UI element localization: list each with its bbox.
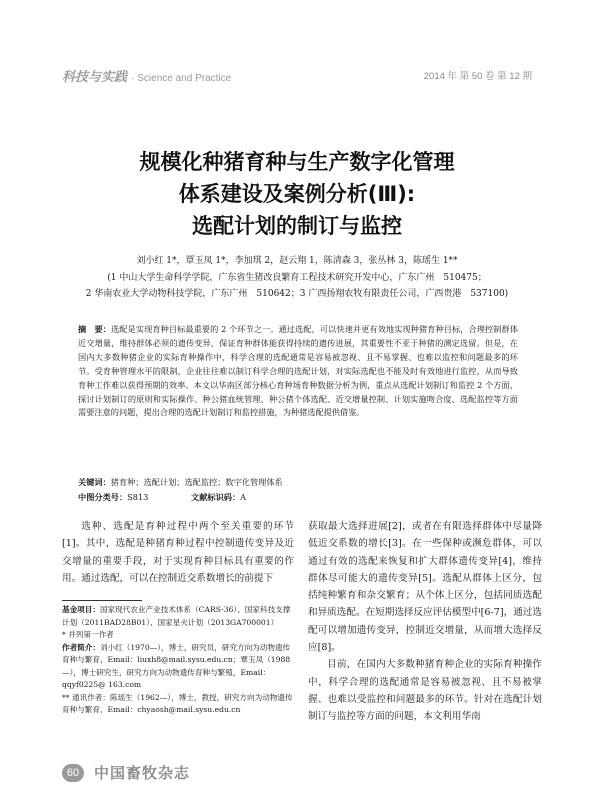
author-info-label: 作者简介： bbox=[62, 642, 100, 652]
title-line: 体系建设及案例分析(Ⅲ): bbox=[178, 182, 416, 206]
doc-code-value: A bbox=[240, 492, 247, 502]
section-name-en: · Science and Practice bbox=[131, 73, 232, 84]
keywords bbox=[78, 476, 518, 488]
affiliations bbox=[62, 270, 532, 302]
section-name: 科技与实践 bbox=[62, 70, 128, 85]
footnotes bbox=[62, 604, 294, 717]
body-paragraph: 目前，在国内大多数种猪育种企业的实际育种操作中，科学合理的选配通常是容易被忽视、且不易被掌握、也难以受监控和问题最多的环节。针对在选配计划制订与监控等方面的问题，本文利用华南 bbox=[308, 659, 542, 723]
author-list: 刘小红 1*，覃玉凤 1*，李加琪 2，赵云翔 1，陈清森 3，张丛林 3，陈瑶生 1** bbox=[136, 256, 458, 266]
body-column-left bbox=[62, 518, 294, 587]
fund-text: 国家现代农业产业技术体系（CARS-36）、国家科技支撑计划（2011BAD28B01）、国家星火计划（2013GA700001） bbox=[62, 605, 291, 627]
issue-info: 2014 年 第 50 卷 第 12 期 bbox=[423, 71, 532, 82]
fund-label: 基金项目： bbox=[62, 605, 100, 614]
title-line: 选配计划的制订与监控 bbox=[192, 214, 402, 238]
footnote-fund bbox=[62, 604, 294, 629]
footnote-cofirst: * 并列第一作者 bbox=[62, 630, 114, 639]
clc-value: S813 bbox=[127, 492, 149, 502]
journal-logo: 中国畜牧杂志 bbox=[94, 764, 191, 782]
running-header bbox=[62, 66, 231, 85]
title-line: 规模化种猪育种与生产数字化管理 bbox=[139, 150, 455, 174]
body-paragraph: 获取最大选择进展[2]，或者在有限选择群体中尽量降低近交系数的增长[3]。在一些保种或濒危群体，可以通过有效的选配来恢复和扩大群体遗传变异[4]，维持群体尽可能大的遗传变异[5]。选配从群体上区分，包括纯种繁育和杂交繁育；从个体上区分，包括同质选配和异质选配。在短期选择反应评估模型中[6-7]，通过选配可以增加遗传变异，控制近交增量，从而增大选择反应[8]。 bbox=[308, 521, 542, 654]
keywords-label: 关键词： bbox=[78, 477, 111, 487]
corresponding-label: ** 通讯作者： bbox=[62, 692, 110, 702]
footnote-corresponding bbox=[62, 692, 294, 717]
footnote-author bbox=[62, 642, 294, 692]
author-info-text: 刘小红（1970—），博士，研究员，研究方向为动物遗传育种与繁育，Email：liuxh8@mail.sysu.edu.cn；覃玉凤（1988—），博士研究生，研究方向为动物遗传育种与繁殖，Email：qqyf0225@ 163.com bbox=[62, 642, 291, 689]
page-number: 60 bbox=[62, 764, 84, 782]
affiliation-line: (1 中山大学生命科学学院，广东省生猪改良繁育工程技术研究开发中心，广东广州 510475； bbox=[107, 273, 487, 283]
keywords-text: 猪育种；选配计划；选配监控；数字化管理体系 bbox=[110, 477, 283, 487]
abstract bbox=[78, 323, 518, 420]
body-column-right bbox=[308, 518, 542, 726]
clc-label: 中图分类号： bbox=[78, 492, 128, 502]
body-paragraph: 选种、选配是育种过程中两个至关重要的环节[1]。其中，选配是种猪育种过程中控制遗传变异及近交增量的重要手段，对于实现育种目标具有重要的作用。通过选配，可以在控制近交系数增长的前提下 bbox=[62, 521, 294, 584]
affiliation-line: 2 华南农业大学动物科技学院，广东广州 510642；3 广西扬翔农牧有限责任公司，广西贵港 537100) bbox=[85, 289, 509, 299]
abstract-label: 摘 要： bbox=[78, 324, 112, 334]
doc-code-label: 文献标识码： bbox=[191, 492, 241, 502]
corresponding-text: 陈瑶生（1962—），博士，教授，研究方向为动物遗传育种与繁育，Email：chyaosh@mail.sysu.edu.cn bbox=[62, 692, 293, 714]
abstract-text: 选配是实现育种目标最重要的 2 个环节之一。通过选配，可以快速并更有效地实现种猪育种目标，合理控制群体近交增量，维持群体必须的遗传变异，保证育种群体能获得持续的遗传进展，其重要性不亚于种猪的测定选留。但是，在国内大多数种猪企业的实际育种操作中，科学合理的选配通常是容易被忽视、且不易掌握、也难以监控和问题最多的环节。受育种管理水平的限制，企业往往难以制订科学合理的选配计划，对实际选配也不能及时有效地进行监控，从而导致育种工作难以获得预期的效率。本文以华南区部分核心育种场育种数据分析为例，重点从选配计划制订和监控 2 个方面，探讨计划制订的原则和实际操作、种公猪血统管理、种公猪个体选配、近交增量控制、计划实施吻合度、选配监控等方面需要注意的问题，提出合理的选配计划制订和监控措施，为种猪选配提供借鉴。 bbox=[78, 324, 518, 418]
classification-row bbox=[78, 491, 518, 503]
article-title bbox=[60, 146, 534, 242]
footnote-divider bbox=[62, 600, 142, 601]
